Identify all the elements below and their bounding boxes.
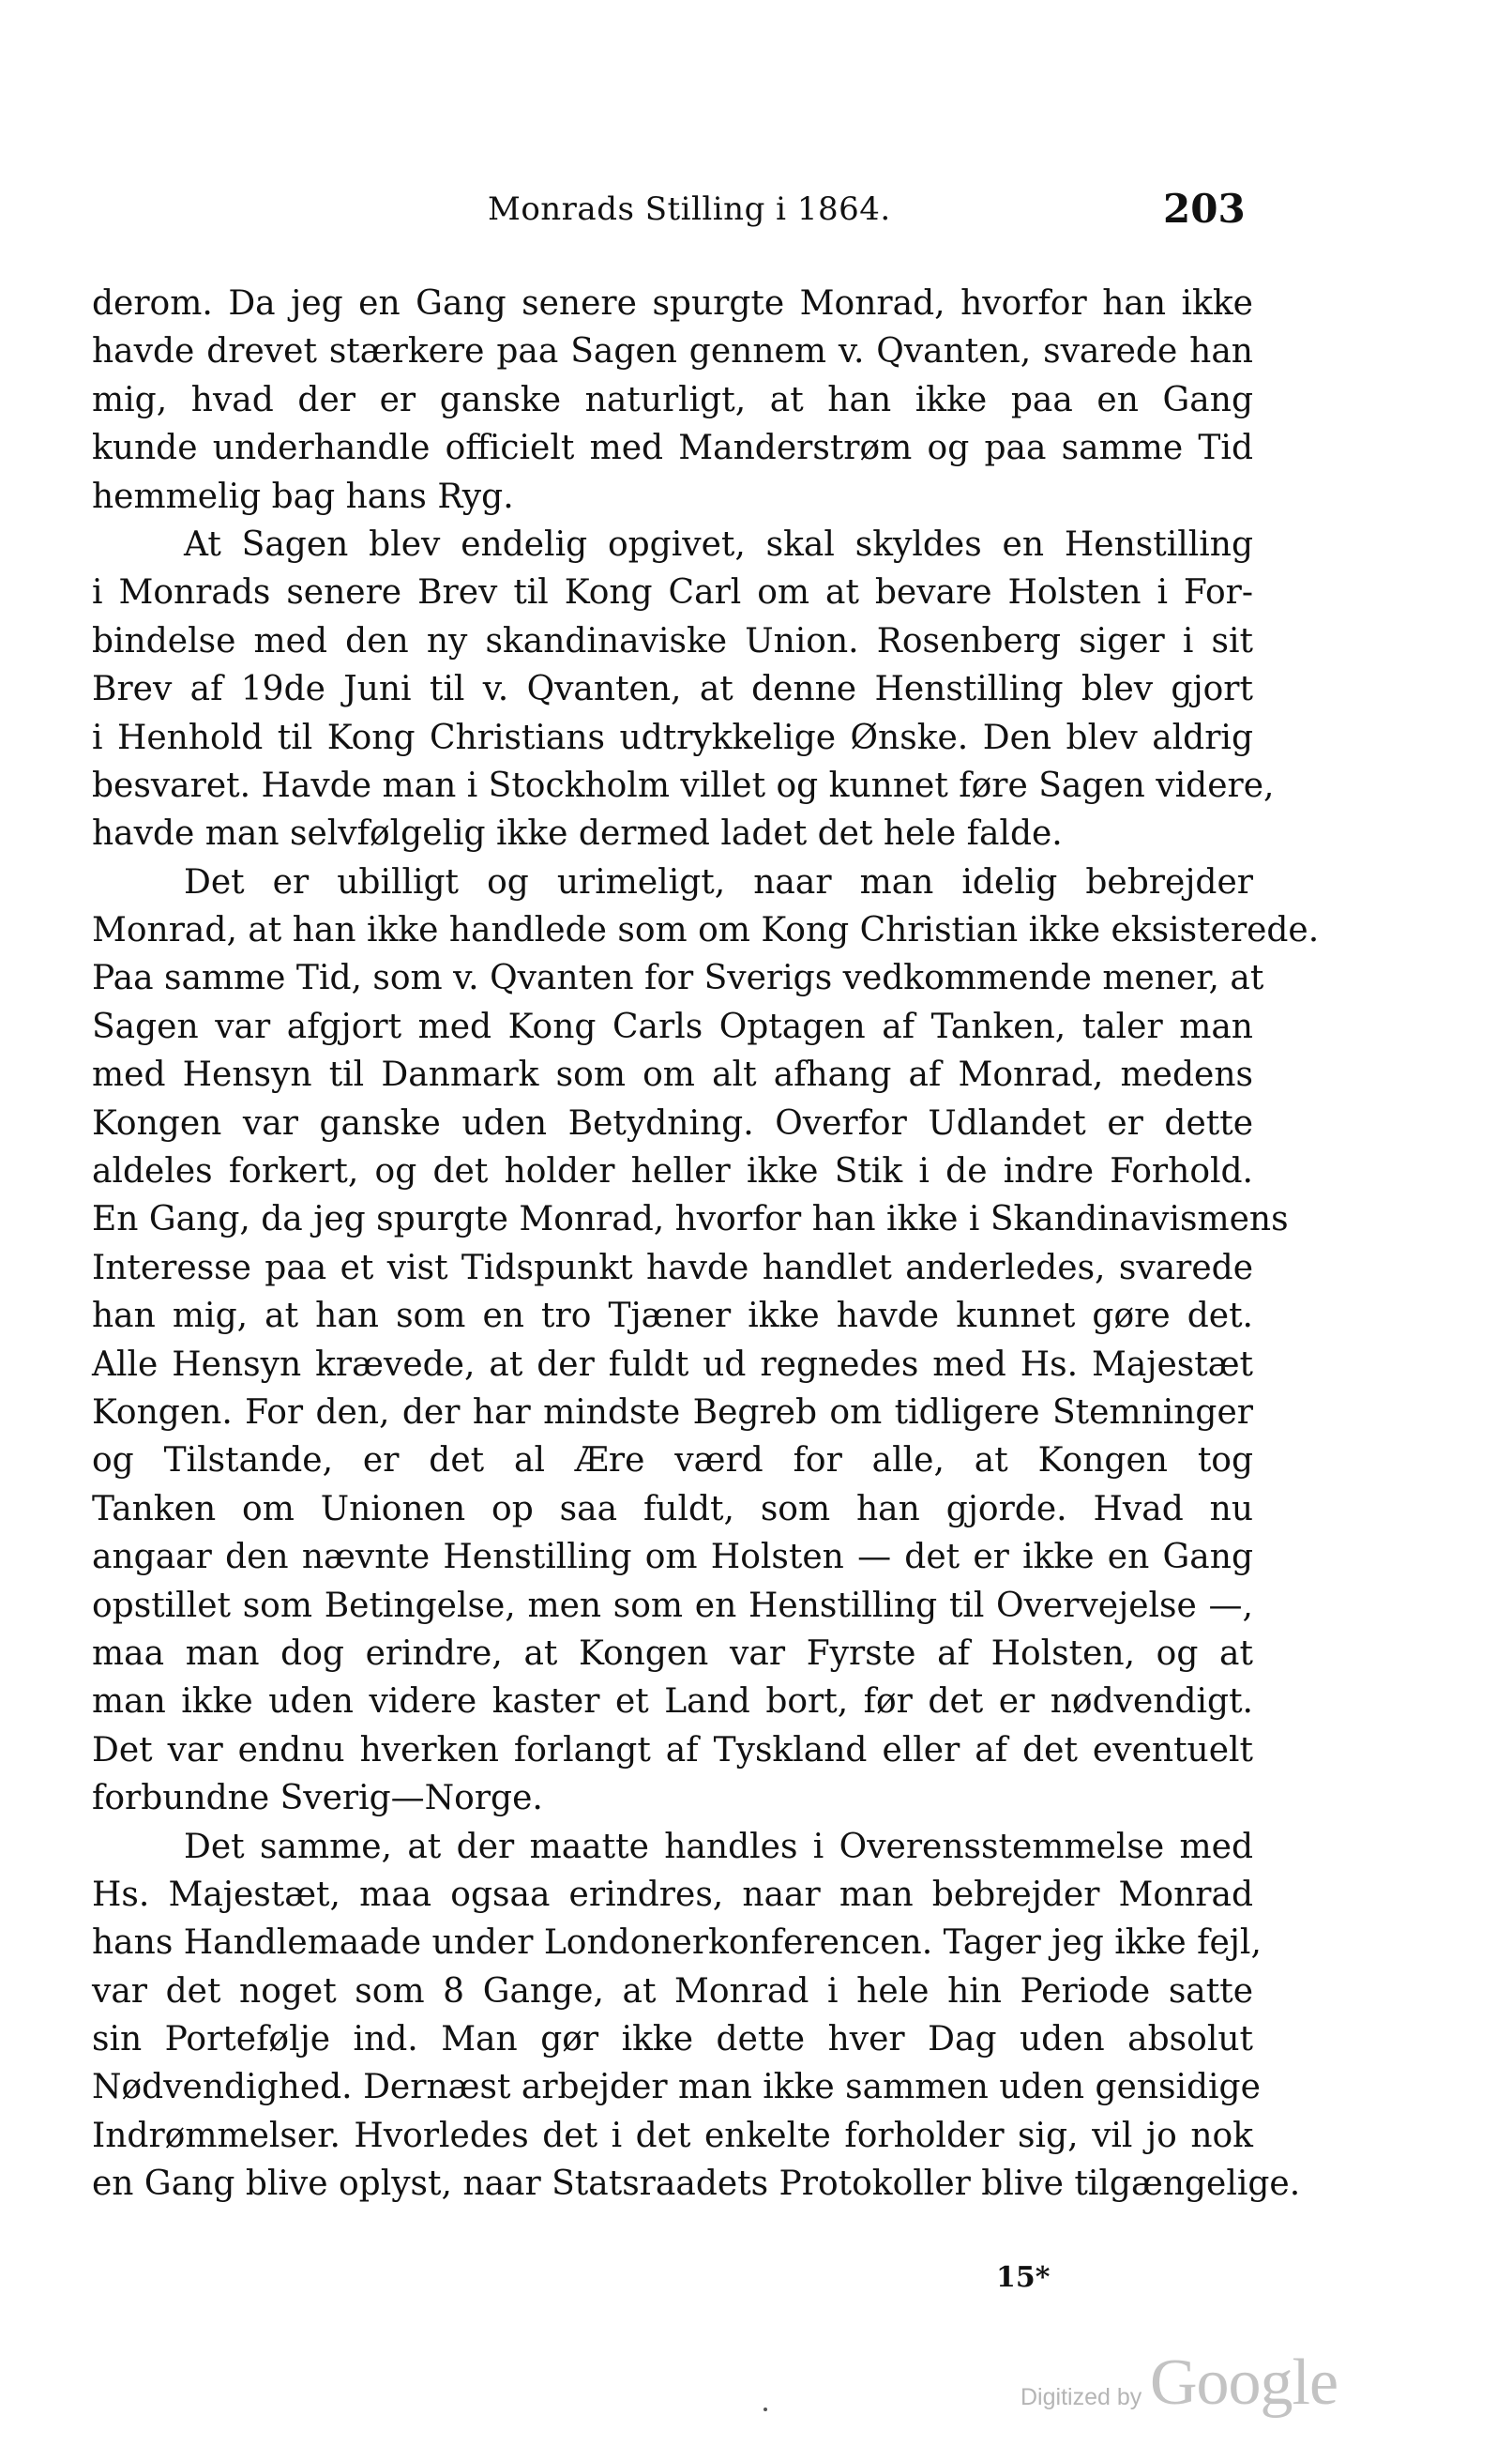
text-line: besvaret. Havde man i Stockholm villet og kunnet føre Sagen videre, [92,766,1275,805]
paragraph-first-line: Det samme, at der maatte handles i Overensstemmelse med [184,1827,1253,1866]
digitized-by-label: Digitized by [1021,2384,1142,2410]
text-line: han mig, at han som en tro Tjæner ikke havde kunnet gøre det. [92,1297,1253,1336]
text-line: bindelse med den ny skandinaviske Union. Rosenberg siger i sit [92,621,1253,661]
signature-mark: 15* [996,2261,1051,2294]
text-line: var det noget som 8 Gange, at Monrad i hele hin Periode satte [92,1971,1253,2011]
running-title: Monrads Stilling i 1864. [488,190,891,228]
body-text [92,280,1320,2209]
text-line: aldeles forkert, og det holder heller ikke Stik i de indre Forhold. [92,1152,1253,1192]
text-line: man ikke uden videre kaster et Land bort, før det er nødvendigt. [92,1682,1253,1722]
text-line: en Gang blive oplyst, naar Statsraadets Protokoller blive tilgængelige. [92,2165,1301,2204]
text-line: opstillet som Betingelse, men som en Henstilling til Overvejelse —, [92,1586,1253,1625]
text-line: Tanken om Unionen op saa fuldt, som han gjorde. Hvad nu [92,1489,1253,1528]
text-line: forbundne Sverig—Norge. [92,1779,543,1818]
text-line: En Gang, da jeg spurgte Monrad, hvorfor han ikke i Skandinavismens [92,1200,1289,1239]
text-line: i Monrads senere Brev til Kong Carl om at bevare Holsten i For- [92,573,1253,613]
text-line: med Hensyn til Danmark som om alt afhang af Monrad, medens [92,1056,1253,1095]
text-line: Sagen var afgjort med Kong Carls Optagen af Tanken, taler man [92,1007,1253,1046]
text-line: havde man selvfølgelig ikke dermed ladet det hele falde. [92,814,1063,854]
text-line: Interesse paa et vist Tidspunkt havde handlet anderledes, svarede [92,1248,1253,1287]
print-speck [764,2408,767,2411]
text-line: angaar den nævnte Henstilling om Holsten — det er ikke en Gang [92,1538,1253,1577]
text-line: og Tilstande, er det al Ære værd for alle, at Kongen tog [92,1441,1253,1481]
page-number: 203 [1163,186,1246,232]
text-line: Hs. Majestæt, maa ogsaa erindres, naar man bebrejder Monrad [92,1875,1253,1914]
text-line: Nødvendighed. Dernæst arbejder man ikke sammen uden gensidige [92,2068,1261,2107]
text-line: Paa samme Tid, som v. Qvanten for Sverigs vedkommende mener, at [92,959,1264,998]
text-line: mig, hvad der er ganske naturligt, at han ikke paa en Gang [92,380,1253,419]
text-line: Monrad, at han ikke handlede som om Kong Christian ikke eksisterede. [92,911,1320,950]
text-line: sin Portefølje ind. Man gør ikke dette hver Dag uden absolut [92,2020,1253,2059]
text-line: Alle Hensyn krævede, at der fuldt ud regnedes med Hs. Majestæt [92,1344,1253,1384]
text-line: Det var endnu hverken forlangt af Tyskland eller af det eventuelt [92,1730,1253,1770]
digitized-watermark [1021,2346,1338,2430]
text-line: Kongen var ganske uden Betydning. Overfor Udlandet er dette [92,1103,1253,1143]
paragraph-first-line: Det er ubilligt og urimeligt, naar man idelig bebrejder [184,862,1253,902]
text-line: maa man dog erindre, at Kongen var Fyrste af Holsten, og at [92,1633,1253,1673]
text-line: derom. Da jeg en Gang senere spurgte Monrad, hvorfor han ikke [92,284,1253,323]
text-line: hemmelig bag hans Ryg. [92,477,514,516]
text-line: havde drevet stærkere paa Sagen gennem v. Qvanten, svarede han [92,332,1253,372]
text-line: i Henhold til Kong Christians udtrykkelige Ønske. Den blev aldrig [92,718,1253,757]
text-line: hans Handlemaade under Londonerkonferencen. Tager jeg ikke fejl, [92,1923,1262,1963]
paragraph-first-line: At Sagen blev endelig opgivet, skal skyldes en Henstilling [184,524,1253,564]
text-line: kunde underhandle officielt med Manderstrøm og paa samme Tid [92,429,1253,468]
google-logo: Google [1150,2347,1338,2419]
running-head [0,186,1512,233]
text-line: Brev af 19de Juni til v. Qvanten, at denne Henstilling blev gjort [92,670,1253,709]
text-line: Indrømmelser. Hvorledes det i det enkelte forholder sig, vil jo nok [92,2116,1253,2155]
text-line: Kongen. For den, der har mindste Begreb om tidligere Stemninger [92,1392,1253,1432]
